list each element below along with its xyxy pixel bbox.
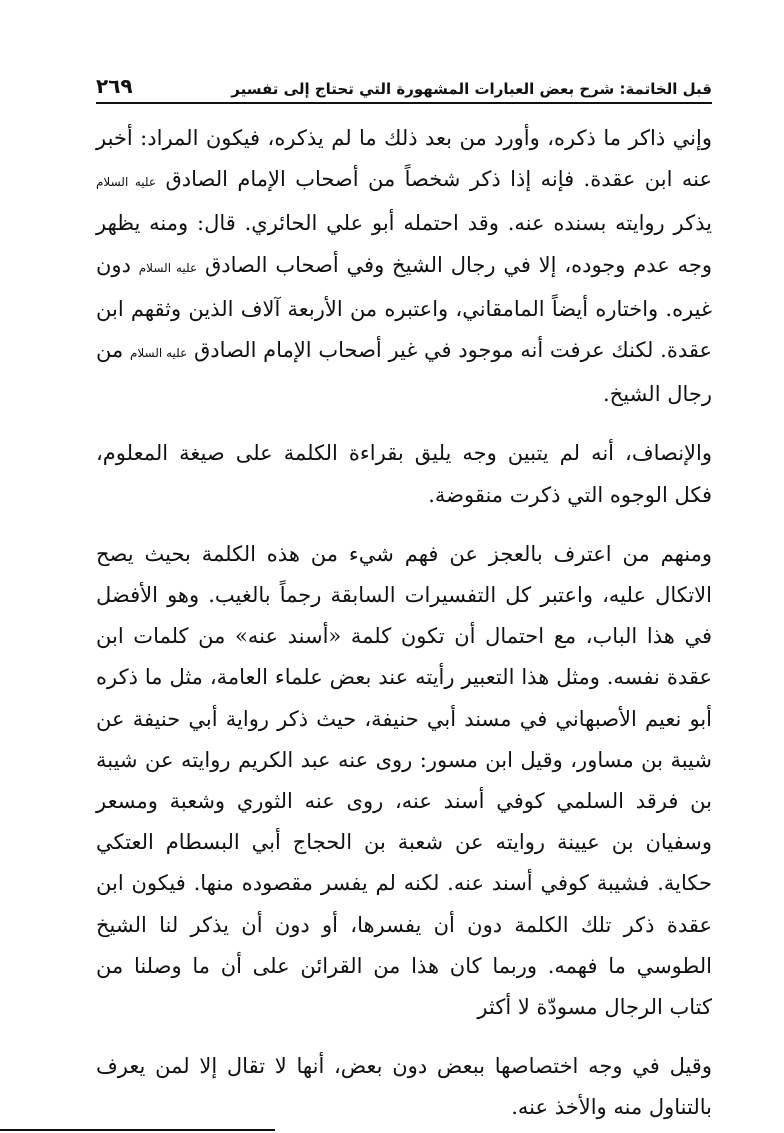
page-number: ٢٦٩ (96, 74, 133, 98)
paragraph-4: وقيل في وجه اختصاصها ببعض دون بعض، أنها لا تقال إلا لمن يعرف بالتناول منه والأخذ عنه. (96, 1054, 712, 1120)
paragraph-1-part-1: وإني ذاكر ما ذكره، وأورد من بعد ذلك ما لم يذكره، فيكون المراد: أخبر عنه ابن عقدة. فإنه إذا ذكر شخصاً من أصحاب الإمام الصادق (96, 126, 712, 192)
body-text (96, 118, 712, 1129)
salutation-glyph: عليه السلام (138, 260, 198, 275)
paragraph-1-part-3: دون غيره. واختاره أيضاً المامقاني، واعتبره من الأربعة آلاف الذين وثقهم ابن عقدة. لكنك عرفت أنه موجود في غير أصحاب الإمام الصادق (96, 252, 712, 363)
salutation-glyph: عليه السلام (96, 175, 157, 190)
running-head: قبل الخاتمة: شرح بعض العبارات المشهورة التي تحتاج إلى تفسير (231, 80, 712, 98)
paragraph-2: والإنصاف، أنه لم يتبين وجه يليق بقراءة الكلمة على صيغة المعلوم، فكل الوجوه التي ذكرت منقوضة. (96, 441, 712, 507)
page-header (96, 58, 712, 104)
paragraph-1-part-2: يذكر روايته بسنده عنه. وقد احتمله أبو علي الحائري. قال: ومنه يظهر وجه عدم وجوده، إلا في رجال الشيخ وفي أصحاب الصادق (96, 211, 713, 277)
paragraph-3: ومنهم من اعترف بالعجز عن فهم شيء من هذه الكلمة بحيث يصح الاتكال عليه، واعتبر كل التفسيرات السابقة رجماً بالغيب. وهو الأفضل في هذا الباب، مع احتمال أن تكون كلمة «أسند عنه» من كلمات ابن عقدة نفسه. ومثل هذا التعبير رأيته عند بعض علماء العامة، مثل ما ذكره أبو نعيم الأصبهاني في مسند أبي حنيفة، حيث ذكر رواية أبي حنيفة عن شيبة بن مساور، وقيل ابن مسور: روى عنه عبد الكريم روايته عن شيبة بن فرقد السلمي كوفي أسند عنه، روى عنه الثوري وشعبة ومسعر وسفيان بن عيينة روايته عن شعبة بن الحجاج أبي البسطام العتكي حكاية. فشيبة كوفي أسند عنه. لكنه لم يفسر مقصوده منها. فيكون ابن عقدة ذكر تلك الكلمة دون أن يفسرها، أو دون أن يذكر لنا الشيخ الطوسي ما فهمه. وربما كان هذا من القرائن على أن ما وصلنا من كتاب الرجال مسودّة لا أكثر (96, 541, 712, 1020)
footer-rule (0, 1129, 275, 1131)
salutation-glyph: عليه السلام (129, 346, 188, 361)
paragraph-1-part-4: من رجال الشيخ. (96, 338, 712, 407)
paragraph-1 (96, 118, 712, 415)
